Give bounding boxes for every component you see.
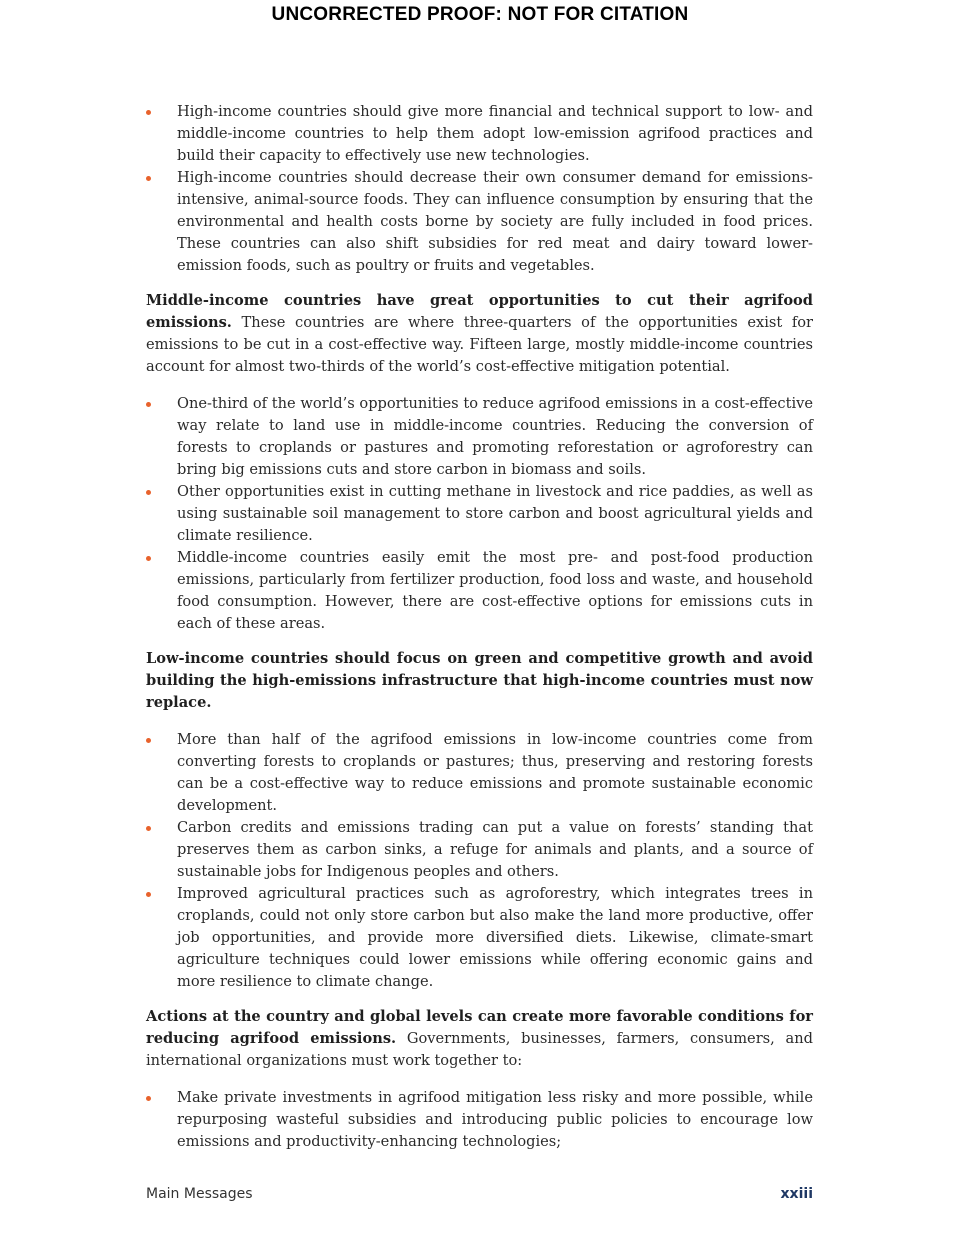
paragraph-text: These countries are where three-quarters of the opportunities exist for emissions to be cut in a cost-effective way. Fifteen large, mostly middle-income countries account for almost two-thirds of the world’s cost-effective mitigation potential. — [146, 314, 813, 375]
list-item-text: Improved agricultural practices such as agroforestry, which integrates trees in croplands, could not only store carbon but also make the land more productive, offer job opportunities, and provide more diversified diets. Likewise, climate-smart agriculture techniques could lower emissions while offering economic gains and more resilience to climate change. — [177, 885, 813, 990]
list-item — [146, 547, 813, 635]
list-item-text: High-income countries should decrease their own consumer demand for emissions-intensive, animal-source foods. They can influence consumption by ensuring that the environmental and health costs borne by society are fully included in food prices. These countries can also shift subsidies for red meat and dairy toward lower-emission foods, such as poultry or fruits and vegetables. — [177, 169, 813, 274]
page-footer — [146, 1186, 813, 1202]
list-item — [146, 729, 813, 817]
list-item — [146, 1087, 813, 1153]
paragraph-country-global — [146, 1006, 813, 1072]
bullet-list-low-income — [146, 729, 813, 993]
bullet-dot-icon — [146, 892, 151, 897]
bullet-dot-icon — [146, 490, 151, 495]
footer-section-title: Main Messages — [146, 1186, 253, 1202]
list-item — [146, 883, 813, 993]
paragraph-text: Governments, businesses, farmers, consumers, and international organizations must work together to: — [146, 1030, 813, 1069]
list-item — [146, 393, 813, 481]
bullet-dot-icon — [146, 826, 151, 831]
list-item — [146, 817, 813, 883]
list-item-text: Other opportunities exist in cutting methane in livestock and rice paddies, as well as using sustainable soil management to store carbon and boost agricultural yields and climate resilience. — [177, 483, 813, 544]
bullet-dot-icon — [146, 110, 151, 115]
paragraph-lead: Actions at the country and global levels can create more favorable conditions for reducing agrifood emissions. — [146, 1008, 813, 1047]
proof-stamp: UNCORRECTED PROOF: NOT FOR CITATION — [271, 4, 689, 25]
paragraph-middle-income — [146, 290, 813, 378]
list-item-text: High-income countries should give more financial and technical support to low- and middle-income countries to help them adopt low-emission agrifood practices and build their capacity to effectively use new technologies. — [177, 103, 813, 164]
page-number: xxiii — [780, 1186, 813, 1202]
bullet-dot-icon — [146, 1096, 151, 1101]
bullet-dot-icon — [146, 402, 151, 407]
paragraph-lead: Middle-income countries have great opportunities to cut their agrifood emissions. — [146, 292, 813, 331]
bullet-list-actions — [146, 1087, 813, 1153]
list-item — [146, 481, 813, 547]
paragraph-lead: Low-income countries should focus on green and competitive growth and avoid building the high-emissions infrastructure that high-income countries must now replace. — [146, 650, 813, 711]
list-item-text: Middle-income countries easily emit the most pre- and post-food production emissions, particularly from fertilizer production, food loss and waste, and household food consumption. However, there are cost-effective options for emissions cuts in each of these areas. — [177, 549, 813, 632]
page-body — [146, 101, 813, 1153]
list-item-text: More than half of the agrifood emissions in low-income countries come from converting forests to croplands or pastures; thus, preserving and restoring forests can be a cost-effective way to reduce emissions and promote sustainable economic development. — [177, 731, 813, 814]
bullet-dot-icon — [146, 738, 151, 743]
list-item — [146, 167, 813, 277]
bullet-list-middle-income — [146, 393, 813, 635]
list-item-text: Make private investments in agrifood mitigation less risky and more possible, while repurposing wasteful subsidies and introducing public policies to encourage low emissions and productivity-enhancing technologies; — [177, 1089, 813, 1150]
bullet-dot-icon — [146, 556, 151, 561]
bullet-list-high-income — [146, 101, 813, 277]
bullet-dot-icon — [146, 176, 151, 181]
list-item-text: One-third of the world’s opportunities to reduce agrifood emissions in a cost-effective way relate to land use in middle-income countries. Reducing the conversion of forests to croplands or pastures and promoting reforestation or agroforestry can bring big emissions cuts and store carbon in biomass and soils. — [177, 395, 813, 478]
paragraph-low-income — [146, 648, 813, 714]
list-item-text: Carbon credits and emissions trading can put a value on forests’ standing that preserves them as carbon sinks, a refuge for animals and plants, and a source of sustainable jobs for Indigenous peoples and others. — [177, 819, 813, 880]
list-item — [146, 101, 813, 167]
